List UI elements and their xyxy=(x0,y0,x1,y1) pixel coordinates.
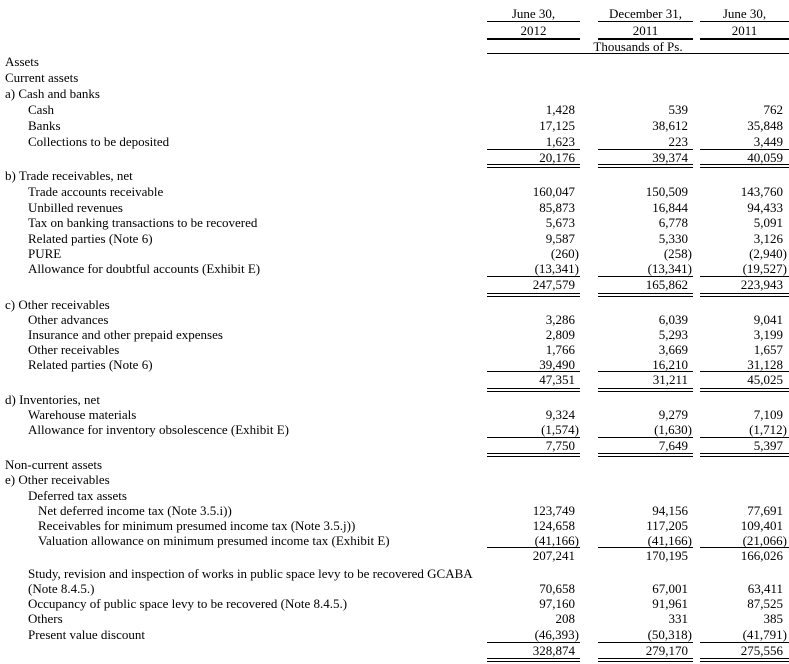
table-body xyxy=(0,54,789,662)
value-col3: 94,433 xyxy=(747,200,783,215)
column-gap xyxy=(693,533,700,548)
row-label: Related parties (Note 6) xyxy=(28,357,153,372)
value-col1 xyxy=(487,54,580,70)
value-col1: 20,176 xyxy=(487,150,580,168)
item-row xyxy=(0,102,789,118)
value-col2: (50,318) xyxy=(598,627,693,643)
value-col3 xyxy=(700,392,789,407)
column-gap xyxy=(580,150,598,168)
row-label xyxy=(0,548,487,566)
row-label: (Note 8.4.5.) xyxy=(28,581,95,596)
value-col3 xyxy=(700,297,789,312)
value-col1 xyxy=(487,392,580,407)
value-col2: 16,844 xyxy=(652,200,688,215)
value-col2: 539 xyxy=(668,102,688,117)
column-gap xyxy=(693,231,700,246)
column-gap xyxy=(693,548,700,566)
column-gap xyxy=(580,118,598,134)
value-col1: 1,428 xyxy=(545,102,575,117)
row-label: Present value discount xyxy=(28,627,145,642)
total-row xyxy=(0,372,789,392)
section-row xyxy=(0,70,789,86)
item-row xyxy=(0,342,789,357)
item-row xyxy=(0,357,789,372)
column-gap xyxy=(693,86,700,102)
value-col3: 40,059 xyxy=(700,150,789,168)
value-col1 xyxy=(487,488,580,503)
item-row xyxy=(0,533,789,548)
column-gap xyxy=(693,22,700,40)
value-col3: 63,411 xyxy=(747,581,783,596)
section-row xyxy=(0,86,789,102)
value-col3: (41,791) xyxy=(700,627,789,643)
value-col3: 35,848 xyxy=(747,118,783,133)
value-col1: 328,874 xyxy=(487,643,580,662)
value-col1: 208 xyxy=(555,611,575,626)
row-label: Valuation allowance on minimum presumed income tax (Exhibit E) xyxy=(38,533,390,548)
column-gap xyxy=(693,150,700,168)
section-label: Deferred tax assets xyxy=(28,488,127,503)
row-label: Banks xyxy=(28,118,61,133)
column-gap xyxy=(693,342,700,357)
column-gap xyxy=(580,54,598,70)
value-col2: (1,630) xyxy=(598,422,693,438)
section-label: Study, revision and inspection of works in public space levy to be recovered GCABA xyxy=(28,566,473,581)
value-col1: 70,658 xyxy=(539,581,575,596)
value-col1 xyxy=(487,70,580,86)
value-col1 xyxy=(487,472,580,488)
header-col1-date: June 30, xyxy=(487,0,580,22)
column-gap xyxy=(580,0,598,22)
value-col1: 39,490 xyxy=(487,357,580,372)
column-gap xyxy=(580,357,598,372)
value-col2: 6,778 xyxy=(658,215,688,230)
header-label-spacer xyxy=(0,40,487,54)
section-row xyxy=(0,488,789,503)
header-label-spacer xyxy=(0,22,487,40)
total-row xyxy=(0,150,789,168)
value-col3: 143,760 xyxy=(740,184,783,199)
value-col2: 94,156 xyxy=(652,503,688,518)
value-col3: 1,657 xyxy=(753,342,783,357)
value-col3: 109,401 xyxy=(740,518,783,533)
value-col1 xyxy=(487,297,580,312)
column-gap xyxy=(580,643,598,662)
row-label: Other advances xyxy=(28,312,109,327)
item-row xyxy=(0,581,789,596)
section-row xyxy=(0,297,789,312)
column-gap xyxy=(693,134,700,150)
value-col2 xyxy=(598,86,693,102)
column-gap xyxy=(580,297,598,312)
header-col3-year: 2011 xyxy=(700,22,789,40)
row-label: Tax on banking transactions to be recovered xyxy=(28,215,258,230)
item-row xyxy=(0,215,789,231)
column-gap xyxy=(580,581,598,596)
row-label: Trade accounts receivable xyxy=(28,184,164,199)
header-year-row xyxy=(0,22,789,40)
value-col3 xyxy=(700,566,789,581)
item-row xyxy=(0,503,789,518)
column-gap xyxy=(580,215,598,231)
row-label xyxy=(0,643,487,662)
value-col3: (21,066) xyxy=(700,533,789,548)
column-gap xyxy=(580,102,598,118)
value-col3: 7,109 xyxy=(753,407,783,422)
value-col1: 97,160 xyxy=(539,596,575,611)
item-row xyxy=(0,246,789,261)
value-col1: 17,125 xyxy=(539,118,575,133)
row-label: Net deferred income tax (Note 3.5.i)) xyxy=(38,503,232,518)
value-col1 xyxy=(487,86,580,102)
column-gap xyxy=(580,503,598,518)
value-col2: 3,669 xyxy=(658,342,688,357)
column-gap xyxy=(693,407,700,422)
header-col2-date: December 31, xyxy=(598,0,693,22)
item-row xyxy=(0,518,789,533)
section-label: Current assets xyxy=(5,70,79,85)
column-gap xyxy=(580,70,598,86)
value-col3: 385 xyxy=(763,611,783,626)
header-col1-year: 2012 xyxy=(487,22,580,40)
value-col1 xyxy=(487,457,580,472)
value-col2: 6,039 xyxy=(658,312,688,327)
column-gap xyxy=(580,134,598,150)
value-col2: 5,293 xyxy=(658,327,688,342)
value-col3 xyxy=(700,472,789,488)
row-label: PURE xyxy=(28,246,62,261)
value-col2: 150,509 xyxy=(645,184,688,199)
row-label xyxy=(0,438,487,457)
column-gap xyxy=(693,312,700,327)
row-label xyxy=(0,372,487,392)
column-gap xyxy=(693,422,700,438)
column-gap xyxy=(580,246,598,261)
value-col3: 9,041 xyxy=(753,312,783,327)
row-label: Others xyxy=(28,611,63,626)
value-col3 xyxy=(700,54,789,70)
value-col1: 85,873 xyxy=(539,200,575,215)
value-col2: 117,205 xyxy=(646,518,688,533)
column-gap xyxy=(580,312,598,327)
value-col2: (258) xyxy=(663,246,692,261)
value-col3: 275,556 xyxy=(700,643,789,662)
column-gap xyxy=(693,503,700,518)
header-col3-date: June 30, xyxy=(700,0,789,22)
value-col3: 223,943 xyxy=(700,277,789,297)
column-gap xyxy=(580,261,598,277)
column-gap xyxy=(693,643,700,662)
row-label: Allowance for inventory obsolescence (Exhibit E) xyxy=(28,422,289,437)
column-gap xyxy=(580,168,598,184)
column-gap xyxy=(693,277,700,297)
column-gap xyxy=(693,102,700,118)
item-row xyxy=(0,407,789,422)
item-row xyxy=(0,611,789,627)
value-col3: (2,940) xyxy=(749,246,787,261)
value-col1: (1,574) xyxy=(487,422,580,438)
column-gap xyxy=(693,184,700,200)
value-col1: (260) xyxy=(550,246,579,261)
value-col3: 5,397 xyxy=(700,438,789,457)
header-label-spacer xyxy=(0,0,487,22)
column-gap xyxy=(580,566,598,581)
column-gap xyxy=(693,168,700,184)
column-gap xyxy=(693,246,700,261)
column-gap xyxy=(580,327,598,342)
column-gap xyxy=(693,118,700,134)
section-label: d) Inventories, net xyxy=(5,392,100,407)
column-gap xyxy=(580,533,598,548)
item-row xyxy=(0,200,789,215)
value-col1: 247,579 xyxy=(487,277,580,297)
item-row xyxy=(0,184,789,200)
value-col3: (19,527) xyxy=(700,261,789,277)
column-gap xyxy=(580,184,598,200)
column-gap xyxy=(580,392,598,407)
value-col2: 165,862 xyxy=(598,277,693,297)
value-col1 xyxy=(487,168,580,184)
header-unit-row xyxy=(0,40,789,54)
column-gap xyxy=(693,261,700,277)
column-gap xyxy=(580,342,598,357)
value-col1: 7,750 xyxy=(487,438,580,457)
item-row xyxy=(0,118,789,134)
section-row xyxy=(0,472,789,488)
value-col1: 3,286 xyxy=(545,312,575,327)
item-row xyxy=(0,422,789,438)
value-col2: (41,166) xyxy=(598,533,693,548)
section-row xyxy=(0,168,789,184)
item-row xyxy=(0,231,789,246)
column-gap xyxy=(580,372,598,392)
column-gap xyxy=(580,472,598,488)
value-col3 xyxy=(700,86,789,102)
value-col2: 16,210 xyxy=(598,357,693,372)
value-col2: 170,195 xyxy=(645,548,688,563)
value-col1: 207,241 xyxy=(532,548,575,563)
column-gap xyxy=(693,392,700,407)
section-label: c) Other receivables xyxy=(5,297,110,312)
value-col3: 45,025 xyxy=(700,372,789,392)
value-col3: 31,128 xyxy=(700,357,789,372)
value-col3 xyxy=(700,457,789,472)
row-label: Collections to be deposited xyxy=(28,134,170,149)
column-gap xyxy=(693,54,700,70)
column-gap xyxy=(580,277,598,297)
row-label: Receivables for minimum presumed income tax (Note 3.5.j)) xyxy=(38,518,356,533)
row-label: Unbilled revenues xyxy=(28,200,123,215)
value-col3 xyxy=(700,168,789,184)
value-col2 xyxy=(598,566,693,581)
total-row xyxy=(0,643,789,662)
column-gap xyxy=(693,581,700,596)
value-col3: 3,449 xyxy=(700,134,789,150)
row-label xyxy=(0,277,487,297)
value-col1: 9,587 xyxy=(545,231,575,246)
column-gap xyxy=(693,327,700,342)
column-gap xyxy=(693,70,700,86)
column-gap xyxy=(693,596,700,611)
value-col3: (1,712) xyxy=(700,422,789,438)
value-col2 xyxy=(598,70,693,86)
column-gap xyxy=(693,627,700,643)
value-col2: 9,279 xyxy=(658,407,688,422)
row-label: Insurance and other prepaid expenses xyxy=(28,327,223,342)
column-gap xyxy=(693,566,700,581)
value-col3: 77,691 xyxy=(747,503,783,518)
column-gap xyxy=(580,86,598,102)
value-col2 xyxy=(598,392,693,407)
value-col2: 279,170 xyxy=(598,643,693,662)
value-col2: (13,341) xyxy=(598,261,693,277)
value-col1: 123,749 xyxy=(532,503,575,518)
value-col2: 39,374 xyxy=(598,150,693,168)
section-label: e) Other receivables xyxy=(5,472,110,487)
value-col2: 223 xyxy=(598,134,693,150)
value-col2: 67,001 xyxy=(652,581,688,596)
column-gap xyxy=(693,488,700,503)
item-row xyxy=(0,134,789,150)
column-gap xyxy=(580,518,598,533)
row-label: Allowance for doubtful accounts (Exhibit E) xyxy=(28,261,261,276)
item-row xyxy=(0,627,789,643)
value-col2: 31,211 xyxy=(598,372,693,392)
row-label: Other receivables xyxy=(28,342,120,357)
value-col1: 1,623 xyxy=(487,134,580,150)
item-row xyxy=(0,596,789,611)
total-row xyxy=(0,277,789,297)
column-gap xyxy=(580,457,598,472)
value-col3 xyxy=(700,488,789,503)
value-col3: 5,091 xyxy=(753,215,783,230)
item-row xyxy=(0,312,789,327)
value-col2 xyxy=(598,168,693,184)
unit-note: Thousands of Ps. xyxy=(487,40,789,54)
value-col1: 2,809 xyxy=(545,327,575,342)
section-row xyxy=(0,457,789,472)
column-gap xyxy=(693,200,700,215)
value-col3 xyxy=(700,70,789,86)
value-col1 xyxy=(487,566,580,581)
value-col3: 166,026 xyxy=(740,548,783,563)
value-col3: 3,199 xyxy=(753,327,783,342)
value-col2 xyxy=(598,54,693,70)
value-col1: (13,341) xyxy=(487,261,580,277)
column-gap xyxy=(693,518,700,533)
section-row xyxy=(0,566,789,581)
column-gap xyxy=(580,200,598,215)
column-gap xyxy=(693,0,700,22)
section-label: a) Cash and banks xyxy=(5,86,100,101)
section-label: Assets xyxy=(5,54,39,69)
column-gap xyxy=(693,372,700,392)
item-row xyxy=(0,261,789,277)
value-col1: 160,047 xyxy=(532,184,575,199)
value-col3: 87,525 xyxy=(747,596,783,611)
value-col1: 47,351 xyxy=(487,372,580,392)
column-gap xyxy=(693,297,700,312)
row-label: Occupancy of public space levy to be recovered (Note 8.4.5.) xyxy=(28,596,348,611)
column-gap xyxy=(693,438,700,457)
value-col2 xyxy=(598,457,693,472)
value-col2: 7,649 xyxy=(598,438,693,457)
column-gap xyxy=(580,548,598,566)
column-gap xyxy=(580,611,598,627)
value-col1: 5,673 xyxy=(545,215,575,230)
column-gap xyxy=(580,596,598,611)
column-gap xyxy=(693,357,700,372)
row-label: Warehouse materials xyxy=(28,407,137,422)
value-col2 xyxy=(598,488,693,503)
column-gap xyxy=(580,438,598,457)
value-col1: 1,766 xyxy=(545,342,575,357)
column-gap xyxy=(580,627,598,643)
value-col2 xyxy=(598,472,693,488)
column-gap xyxy=(693,472,700,488)
section-row xyxy=(0,54,789,70)
column-gap xyxy=(693,215,700,231)
section-row xyxy=(0,392,789,407)
column-gap xyxy=(580,407,598,422)
value-col1: 124,658 xyxy=(532,518,575,533)
header-col2-year: 2011 xyxy=(598,22,693,40)
row-label: Related parties (Note 6) xyxy=(28,231,153,246)
value-col3: 3,126 xyxy=(753,231,783,246)
total-row xyxy=(0,438,789,457)
column-gap xyxy=(580,231,598,246)
value-col2: 5,330 xyxy=(658,231,688,246)
section-label: Non-current assets xyxy=(5,457,103,472)
header-date-row xyxy=(0,0,789,22)
row-label: Cash xyxy=(28,102,54,117)
value-col1: 9,324 xyxy=(545,407,575,422)
row-label xyxy=(0,150,487,168)
value-col2: 91,961 xyxy=(652,596,688,611)
value-col1: (46,393) xyxy=(487,627,580,643)
value-col1: (41,166) xyxy=(487,533,580,548)
column-gap xyxy=(580,488,598,503)
column-gap xyxy=(580,422,598,438)
section-label: b) Trade receivables, net xyxy=(5,168,133,183)
column-gap xyxy=(580,22,598,40)
column-gap xyxy=(693,457,700,472)
column-gap xyxy=(693,611,700,627)
subtotal-row xyxy=(0,548,789,566)
value-col2: 38,612 xyxy=(652,118,688,133)
value-col3: 762 xyxy=(763,102,783,117)
value-col2 xyxy=(598,297,693,312)
item-row xyxy=(0,327,789,342)
value-col2: 331 xyxy=(668,611,688,626)
